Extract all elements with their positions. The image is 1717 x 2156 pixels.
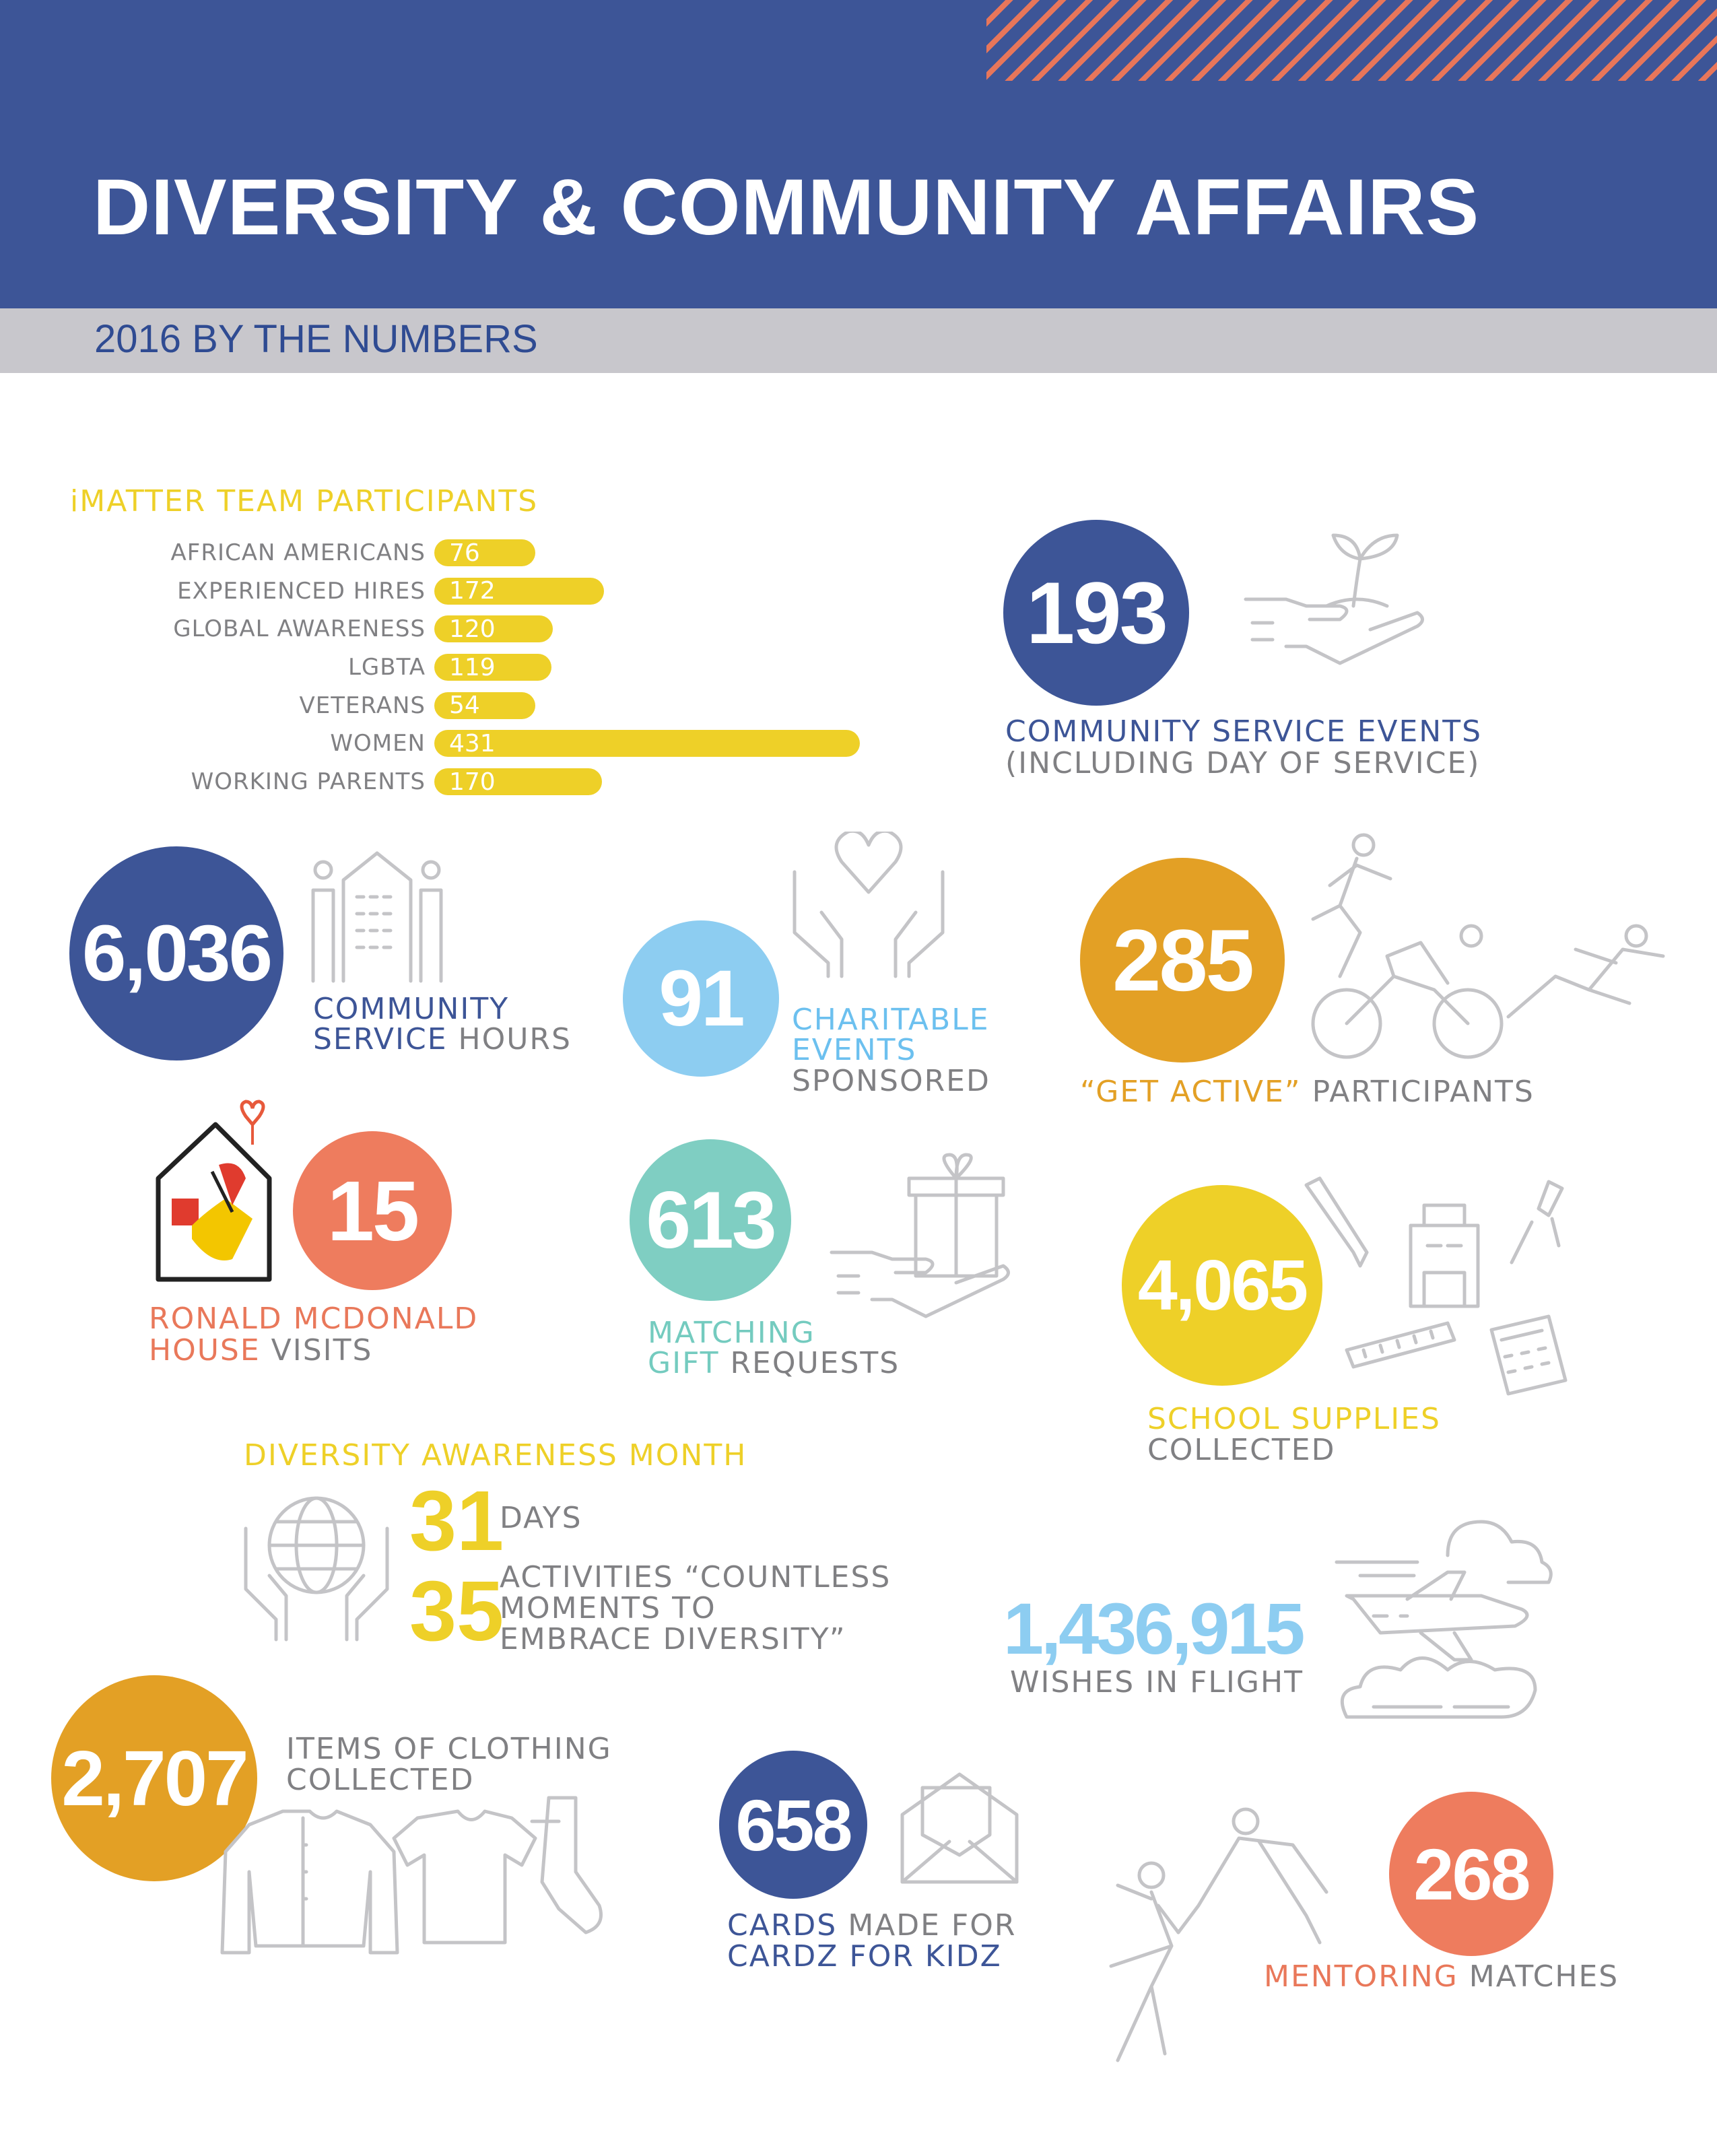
diversity-days-value: 31	[409, 1473, 504, 1568]
bar	[434, 539, 535, 566]
clothing-label-2: COLLECTED	[286, 1763, 475, 1797]
clothing-icon	[215, 1791, 626, 1966]
diversity-month-title: DIVERSITY AWARENESS MONTH	[244, 1438, 747, 1473]
bar-category-label: WORKING PARENTS	[191, 768, 426, 796]
school-supplies-label-2: COLLECTED	[1147, 1433, 1336, 1467]
bar-value-label: 54	[449, 692, 480, 720]
hand-gift-icon	[825, 1151, 1013, 1326]
bar-value-label: 119	[449, 653, 496, 681]
ronald-mcdonald-label-2: HOUSE VISITS	[149, 1333, 373, 1368]
service-hours-circle	[69, 846, 283, 1060]
page-subtitle: 2016 BY THE NUMBERS	[94, 317, 538, 361]
community-events-value: 193	[1026, 564, 1166, 662]
decorative-stripes	[986, 0, 1717, 81]
clothing-value: 2,707	[61, 1734, 247, 1822]
service-hours-value: 6,036	[81, 909, 271, 998]
bar-category-label: LGBTA	[347, 654, 426, 681]
school-supplies-circle	[1122, 1185, 1322, 1386]
charitable-events-circle	[623, 920, 779, 1077]
bar-value-label: 76	[449, 539, 480, 567]
runners-cyclist-icon	[1300, 828, 1677, 1064]
bar-row	[0, 650, 943, 688]
charitable-events-value: 91	[659, 954, 743, 1043]
diversity-activities-label-3: EMBRACE DIVERSITY”	[500, 1622, 846, 1656]
service-hours-label: COMMUNITY	[313, 992, 510, 1026]
matching-gift-circle	[630, 1139, 791, 1301]
charitable-events-label-2: EVENTS	[792, 1033, 917, 1067]
matching-gift-label: MATCHING	[648, 1316, 815, 1350]
cards-circle	[719, 1751, 867, 1899]
bar	[434, 768, 602, 795]
bar	[434, 730, 860, 757]
charitable-events-label: CHARITABLE	[792, 1003, 990, 1037]
bar-row	[0, 688, 943, 727]
airplane-clouds-icon	[1333, 1508, 1562, 1730]
imatter-bar-chart	[0, 535, 943, 803]
bar-value-label: 170	[449, 768, 496, 796]
bar-category-label: WOMEN	[330, 730, 426, 757]
bar-value-label: 120	[449, 615, 496, 643]
bar-row	[0, 574, 943, 612]
cards-value: 658	[735, 1784, 851, 1866]
mentoring-circle	[1389, 1792, 1553, 1956]
bar	[434, 578, 604, 605]
get-active-value: 285	[1112, 911, 1252, 1009]
bar-row	[0, 726, 943, 764]
ronald-mcdonald-house-logo	[152, 1098, 283, 1289]
diversity-activities-label-2: MOMENTS TO	[500, 1591, 716, 1625]
wishes-in-flight-value: 1,436,915	[1003, 1588, 1303, 1669]
bar-category-label: EXPERIENCED HIRES	[177, 577, 426, 605]
matching-gift-label-2: GIFT REQUESTS	[648, 1346, 900, 1380]
bar-category-label: GLOBAL AWARENESS	[173, 615, 426, 643]
building-with-people-icon	[306, 850, 448, 984]
bar-row	[0, 764, 943, 803]
bar-row	[0, 611, 943, 650]
ronald-mcdonald-circle	[293, 1131, 452, 1290]
get-active-circle	[1080, 858, 1285, 1063]
ronald-mcdonald-label: RONALD MCDONALD	[149, 1302, 479, 1336]
cards-label-2: CARDZ FOR KIDZ	[727, 1939, 1002, 1974]
ronald-mcdonald-value: 15	[327, 1163, 418, 1258]
service-hours-label-2: SERVICE HOURS	[313, 1022, 572, 1056]
charitable-events-label-3: SPONSORED	[792, 1064, 990, 1098]
bar	[434, 692, 535, 719]
community-events-sublabel: (INCLUDING DAY OF SERVICE)	[1005, 746, 1481, 780]
bar-value-label: 431	[449, 729, 496, 757]
school-supplies-label: SCHOOL SUPPLIES	[1147, 1402, 1441, 1436]
page-title: DIVERSITY & COMMUNITY AFFAIRS	[93, 163, 1480, 252]
envelope-icon	[896, 1761, 1023, 1889]
diversity-activities-label-1: ACTIVITIES “COUNTLESS	[500, 1560, 891, 1594]
mentor-climb-icon	[1104, 1798, 1387, 2067]
clothing-label: ITEMS OF CLOTHING	[286, 1732, 612, 1766]
matching-gift-value: 613	[646, 1175, 775, 1265]
community-events-label: COMMUNITY SERVICE EVENTS	[1005, 714, 1483, 749]
bar-row	[0, 535, 943, 574]
community-events-circle	[1003, 520, 1189, 706]
bar-value-label: 172	[449, 577, 496, 605]
diversity-days-label: DAYS	[500, 1501, 582, 1535]
get-active-label: “GET ACTIVE” PARTICIPANTS	[1080, 1075, 1535, 1109]
wishes-in-flight-label: WISHES IN FLIGHT	[1010, 1665, 1304, 1699]
bar-chart-title: iMATTER TEAM PARTICIPANTS	[70, 484, 539, 518]
hands-globe-icon	[239, 1488, 394, 1643]
school-supplies-value: 4,065	[1137, 1245, 1307, 1325]
mentoring-value: 268	[1413, 1833, 1529, 1915]
hands-heart-icon	[788, 832, 949, 980]
bar	[434, 654, 551, 681]
bar	[434, 615, 553, 642]
school-supplies-icon	[1300, 1172, 1596, 1414]
mentoring-label: MENTORING MATCHES	[1264, 1959, 1619, 1994]
bar-category-label: VETERANS	[299, 692, 426, 719]
diversity-activities-value: 35	[409, 1563, 504, 1658]
hand-with-plant-icon	[1239, 525, 1427, 687]
cards-label: CARDS MADE FOR	[727, 1908, 1017, 1943]
bar-category-label: AFRICAN AMERICANS	[170, 539, 426, 566]
header-banner	[0, 0, 1717, 308]
